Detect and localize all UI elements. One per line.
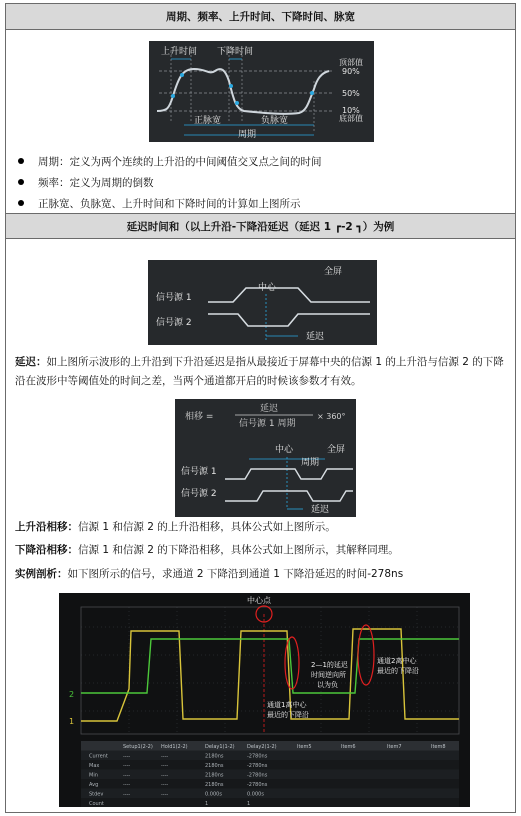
oscilloscope-figure xyxy=(59,593,470,807)
table-header-cell: Delay2(1-2) xyxy=(247,744,277,750)
rise-time-label: 上升时间 xyxy=(161,47,198,57)
formula-denominator: 信号源 1 周期 xyxy=(239,419,296,429)
table-cell: ---- xyxy=(123,782,131,788)
fullscreen-label: 全屏 xyxy=(327,445,346,455)
annotation-ch1-edge-2: 最近的下降沿 xyxy=(267,711,309,719)
bullet-dot xyxy=(18,200,24,206)
document-page xyxy=(5,3,516,813)
table-cell: ---- xyxy=(161,763,169,769)
top-value-label: 顶部值 xyxy=(339,58,363,67)
fall-phase-paragraph: 下降沿相移：信源 1 和信源 2 的下降沿相移，具体公式如上图所示，其解释同理。 xyxy=(15,544,399,556)
source2-label: 信号源 2 xyxy=(181,489,217,499)
source2-label: 信号源 2 xyxy=(156,318,192,328)
table-cell: ---- xyxy=(123,753,131,760)
table-cell: -2780ns xyxy=(247,753,268,760)
table-row-label: Stdev xyxy=(89,791,104,798)
annotation-ch2-edge-1: 通道2离中心 xyxy=(377,657,417,665)
table-cell: 2180ns xyxy=(205,763,224,769)
center-label: 中心 xyxy=(275,445,294,455)
table-header-cell: Hold1(2-2) xyxy=(161,744,188,750)
formula-multiplier: × 360° xyxy=(317,412,346,421)
table-header-cell: Item5 xyxy=(297,744,312,750)
table-cell: 0.000s xyxy=(247,791,264,798)
table-cell: 1 xyxy=(247,801,251,807)
ch2-marker: 2 xyxy=(69,690,75,699)
annotation-negative-delay-3: 以为负 xyxy=(317,681,338,689)
table-cell: 2180ns xyxy=(205,782,224,788)
table-header-cell: Delay1(1-2) xyxy=(205,744,235,750)
table-row-label: Count xyxy=(89,801,104,807)
phase-figure xyxy=(175,399,356,517)
table-cell: -2780ns xyxy=(247,782,268,788)
table-row-label: Current xyxy=(89,753,108,760)
source1-label: 信号源 1 xyxy=(156,293,192,303)
table-row-label: Min xyxy=(89,772,98,779)
table-cell: ---- xyxy=(161,753,169,760)
table-cell: ---- xyxy=(161,772,169,779)
table-cell: 2180ns xyxy=(205,772,224,779)
ch1-marker: 1 xyxy=(69,717,75,726)
phase-formula-label: 相移 = xyxy=(185,412,214,422)
table-header-cell: Item7 xyxy=(387,744,402,750)
delay-paragraph: 延迟：如上图所示波形的上升沿到下升沿延迟是指从最接近于屏幕中央的信源 1 的上升沿与信源 2 的下降沿在波形中等阈值处的时间之差，当两个通道都开启的时候该参数才有效。 xyxy=(15,356,504,387)
table-header-cell: Item6 xyxy=(341,744,356,750)
table-row-label: Avg xyxy=(89,782,99,788)
pulse-timing-figure xyxy=(149,41,374,142)
rise-phase-paragraph: 上升沿相移：信源 1 和信源 2 的上升沿相移，具体公式如上图所示。 xyxy=(15,521,336,533)
annotation-negative-delay-2: 时间逆向所 xyxy=(311,671,346,679)
table-cell: ---- xyxy=(161,782,169,788)
table-cell: ---- xyxy=(123,791,131,798)
annotation-ch2-edge-2: 最近的下降沿 xyxy=(377,667,419,675)
measurement-table xyxy=(81,741,459,807)
delay-label: 延迟 xyxy=(306,332,325,342)
positive-width-label: 正脉宽 xyxy=(194,116,222,126)
annotation-negative-delay-1: 2—1的延迟 xyxy=(311,661,348,669)
period-label: 周期 xyxy=(238,130,257,140)
delay-figure xyxy=(148,260,377,345)
table-cell: -2780ns xyxy=(247,763,268,769)
delay-label: 延迟 xyxy=(311,505,330,515)
center-point-label: 中心点 xyxy=(247,596,271,605)
table-cell: 1 xyxy=(205,801,209,807)
bullet-dot xyxy=(18,179,24,185)
table-cell: 0.000s xyxy=(205,791,222,798)
table-cell: 2180ns xyxy=(205,753,224,760)
p50-label: 50% xyxy=(342,89,360,98)
p90-label: 90% xyxy=(342,67,360,76)
table-cell: -2780ns xyxy=(247,772,268,779)
p10-label: 10% xyxy=(342,106,360,115)
table-cell: ---- xyxy=(123,772,131,779)
table-cell: ---- xyxy=(161,791,169,798)
source1-label: 信号源 1 xyxy=(181,467,217,477)
bullet-frequency: 频率：定义为周期的倒数 xyxy=(18,176,154,190)
base-value-label: 底部值 xyxy=(339,114,363,123)
negative-width-label: 负脉宽 xyxy=(261,116,289,126)
formula-numerator: 延迟 xyxy=(260,404,279,414)
bullet-widths: 正脉宽、负脉宽、上升时间和下降时间的计算如上图所示 xyxy=(18,197,301,211)
table-header-cell: Item8 xyxy=(431,744,446,750)
fall-time-label: 下降时间 xyxy=(217,47,254,57)
annotation-ch1-edge-1: 通道1离中心 xyxy=(267,701,307,709)
bullet-dot xyxy=(18,158,24,164)
table-row-label: Max xyxy=(89,763,100,769)
bullet-period: 周期：定义为两个连续的上升沿的中间阈值交叉点之间的时间 xyxy=(18,155,322,169)
example-paragraph: 实例剖析：如下图所示的信号，求通道 2 下降沿到通道 1 下降沿延迟的时间-278ns xyxy=(15,568,404,580)
period-label: 周期 xyxy=(301,458,320,468)
table-cell: ---- xyxy=(123,763,131,769)
center-label: 中心 xyxy=(258,283,277,293)
table-header-cell: Setup1(2-2) xyxy=(123,744,153,750)
section-header-timing: 周期、频率、上升时间、下降时间、脉宽 xyxy=(6,4,515,30)
section-header-delay: 延迟时间和（以上升沿-下降沿延迟（延迟 1 ┏-2 ┓）为例 xyxy=(6,213,515,239)
fullscreen-label: 全屏 xyxy=(324,267,343,277)
